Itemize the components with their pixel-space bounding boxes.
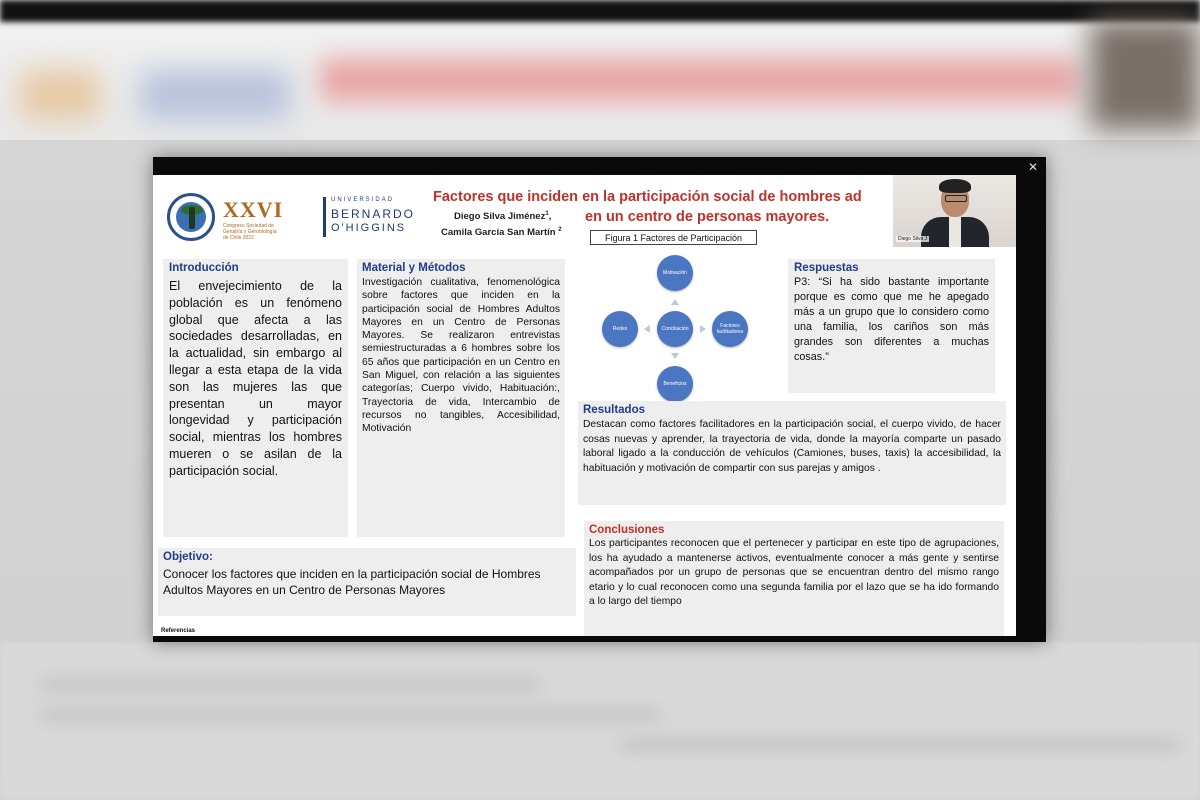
society-seal-logo — [167, 193, 215, 241]
presentation-window[interactable] — [153, 157, 1046, 642]
window-top-bar — [153, 157, 1046, 175]
background-text-blur — [40, 710, 660, 720]
diagram-node-top: Motivación — [657, 255, 693, 291]
university-label: UNIVERSIDAD — [331, 197, 395, 203]
arrow-right-icon — [700, 325, 706, 333]
university-logo-bar — [323, 197, 326, 237]
objetivo-text: Conocer los factores que inciden en la participación social de Hombres Adultos Mayores en un Centro de Personas Mayores — [163, 567, 541, 597]
author-1: Diego Silva Jiménez$^1$, — [454, 211, 552, 223]
poster-title-line2: en un centro de personas mayores. — [585, 209, 830, 225]
objetivo-heading: Objetivo: — [163, 551, 213, 563]
referencias-heading: Referencias — [161, 628, 196, 634]
university-name: O'HIGGINS — [331, 222, 407, 234]
resultados-section — [578, 401, 1006, 505]
window-bottom-bar — [153, 636, 1046, 642]
diagram-node-right: Factores facilitadores — [712, 311, 748, 347]
background-text-blur — [620, 740, 1180, 750]
background-logo-blur — [20, 70, 100, 120]
respuestas-text: P3: “Si ha sido bastante importante porque es como que me he apegado más a un grupo que lo considero como una familia, los cariños son más grandes son diferentes a muchas cosas.” — [794, 276, 989, 363]
conclusiones-text: Los participantes reconocen que el pertenecer y participar en este tipo de agrupaciones, los ha ayudado a mantenerse activos, eventualmente conocer a más gente y sentirse acompañados por un grupo de personas que se encuentran dentro del mismo rango etario y lo cual reconocen como una segunda familia por el lazo que se ha ido formando a lo largo del tiempo — [589, 538, 999, 608]
background-top-bar — [0, 0, 1200, 22]
congress-line: Geriatría y Gerontología — [223, 229, 277, 235]
respuestas-heading: Respuestas — [794, 262, 859, 274]
background-title-blur — [320, 58, 1080, 102]
material-section — [357, 259, 565, 537]
introduccion-section — [163, 259, 348, 537]
diagram-node-bottom: Beneficios — [657, 366, 693, 402]
congress-number: XXVI — [223, 197, 284, 222]
material-heading: Material y Métodos — [362, 262, 466, 274]
diagram-node-center: Conciliación — [657, 311, 693, 347]
resultados-heading: Resultados — [583, 404, 645, 416]
congress-line: de Chile 2022 — [223, 235, 254, 241]
background-logo-blur — [140, 70, 290, 120]
arrow-down-icon — [671, 353, 679, 359]
introduccion-heading: Introducción — [169, 262, 239, 274]
poster-title: Factores que inciden en la participación social de hombres ad — [433, 189, 862, 205]
material-text: Investigación cualitativa, fenomenológica sobre factores que inciden en la participación social de Hombres Adultos Mayores en un Centro de Personas Mayores. Se realizaron entrevistas semiestructuradas a 6 hombres sobre los 65 años que participación en un Centro en San Miguel, con relación a las siguientes categorías; Cuerpo vivido, Habituación:, Trayectoria de vida, Intercambio de recursos no tangibles, Accesibilidad, Motivación — [362, 277, 560, 435]
poster-slide — [153, 175, 1016, 636]
introduccion-text: El envejecimiento de la población es un fenómeno global que afecta a las sociedades desarrolladas, en la actualidad, sin embargo al llegar a esta etapa de la vida son las mujeres las que presentan un mayor longevidad y participación social, mientras los hombres mueren o se asilan de la participación social. — [169, 279, 342, 478]
background-lower-blur — [0, 642, 1200, 800]
author-2: Camila García San Martín $^2$ — [441, 227, 562, 239]
university-name: BERNARDO — [331, 207, 416, 221]
conclusiones-section — [584, 521, 1004, 636]
resultados-text: Destacan como factores facilitadores en la participación social, el cuerpo vivido, de hacer cosas nuevas y aprender, la trayectoria de vida, donde la mayoría comparte un pasado laboral ligado a la conducción de vehículos (Camiones, buses, taxis) la accesibilidad, la habituación y motivación de compartir con sus parejas y amigos . — [583, 419, 1001, 474]
background-webcam-blur — [1090, 20, 1200, 130]
webcam-video[interactable] — [893, 175, 1016, 247]
conclusiones-heading: Conclusiones — [589, 524, 665, 536]
diagram-node-left: Redes — [602, 311, 638, 347]
participant-name-label: Diego Silva J — [898, 236, 928, 242]
close-icon[interactable]: ✕ — [1027, 160, 1038, 174]
respuestas-section — [788, 259, 995, 393]
figure-caption: Figura 1 Factores de Participación — [590, 230, 757, 245]
arrow-up-icon — [671, 299, 679, 305]
congress-line: Congreso Sociedad de — [223, 223, 274, 229]
objetivo-section — [158, 548, 576, 616]
arrow-left-icon — [644, 325, 650, 333]
window-side-bar — [1016, 157, 1046, 642]
background-text-blur — [40, 680, 540, 690]
